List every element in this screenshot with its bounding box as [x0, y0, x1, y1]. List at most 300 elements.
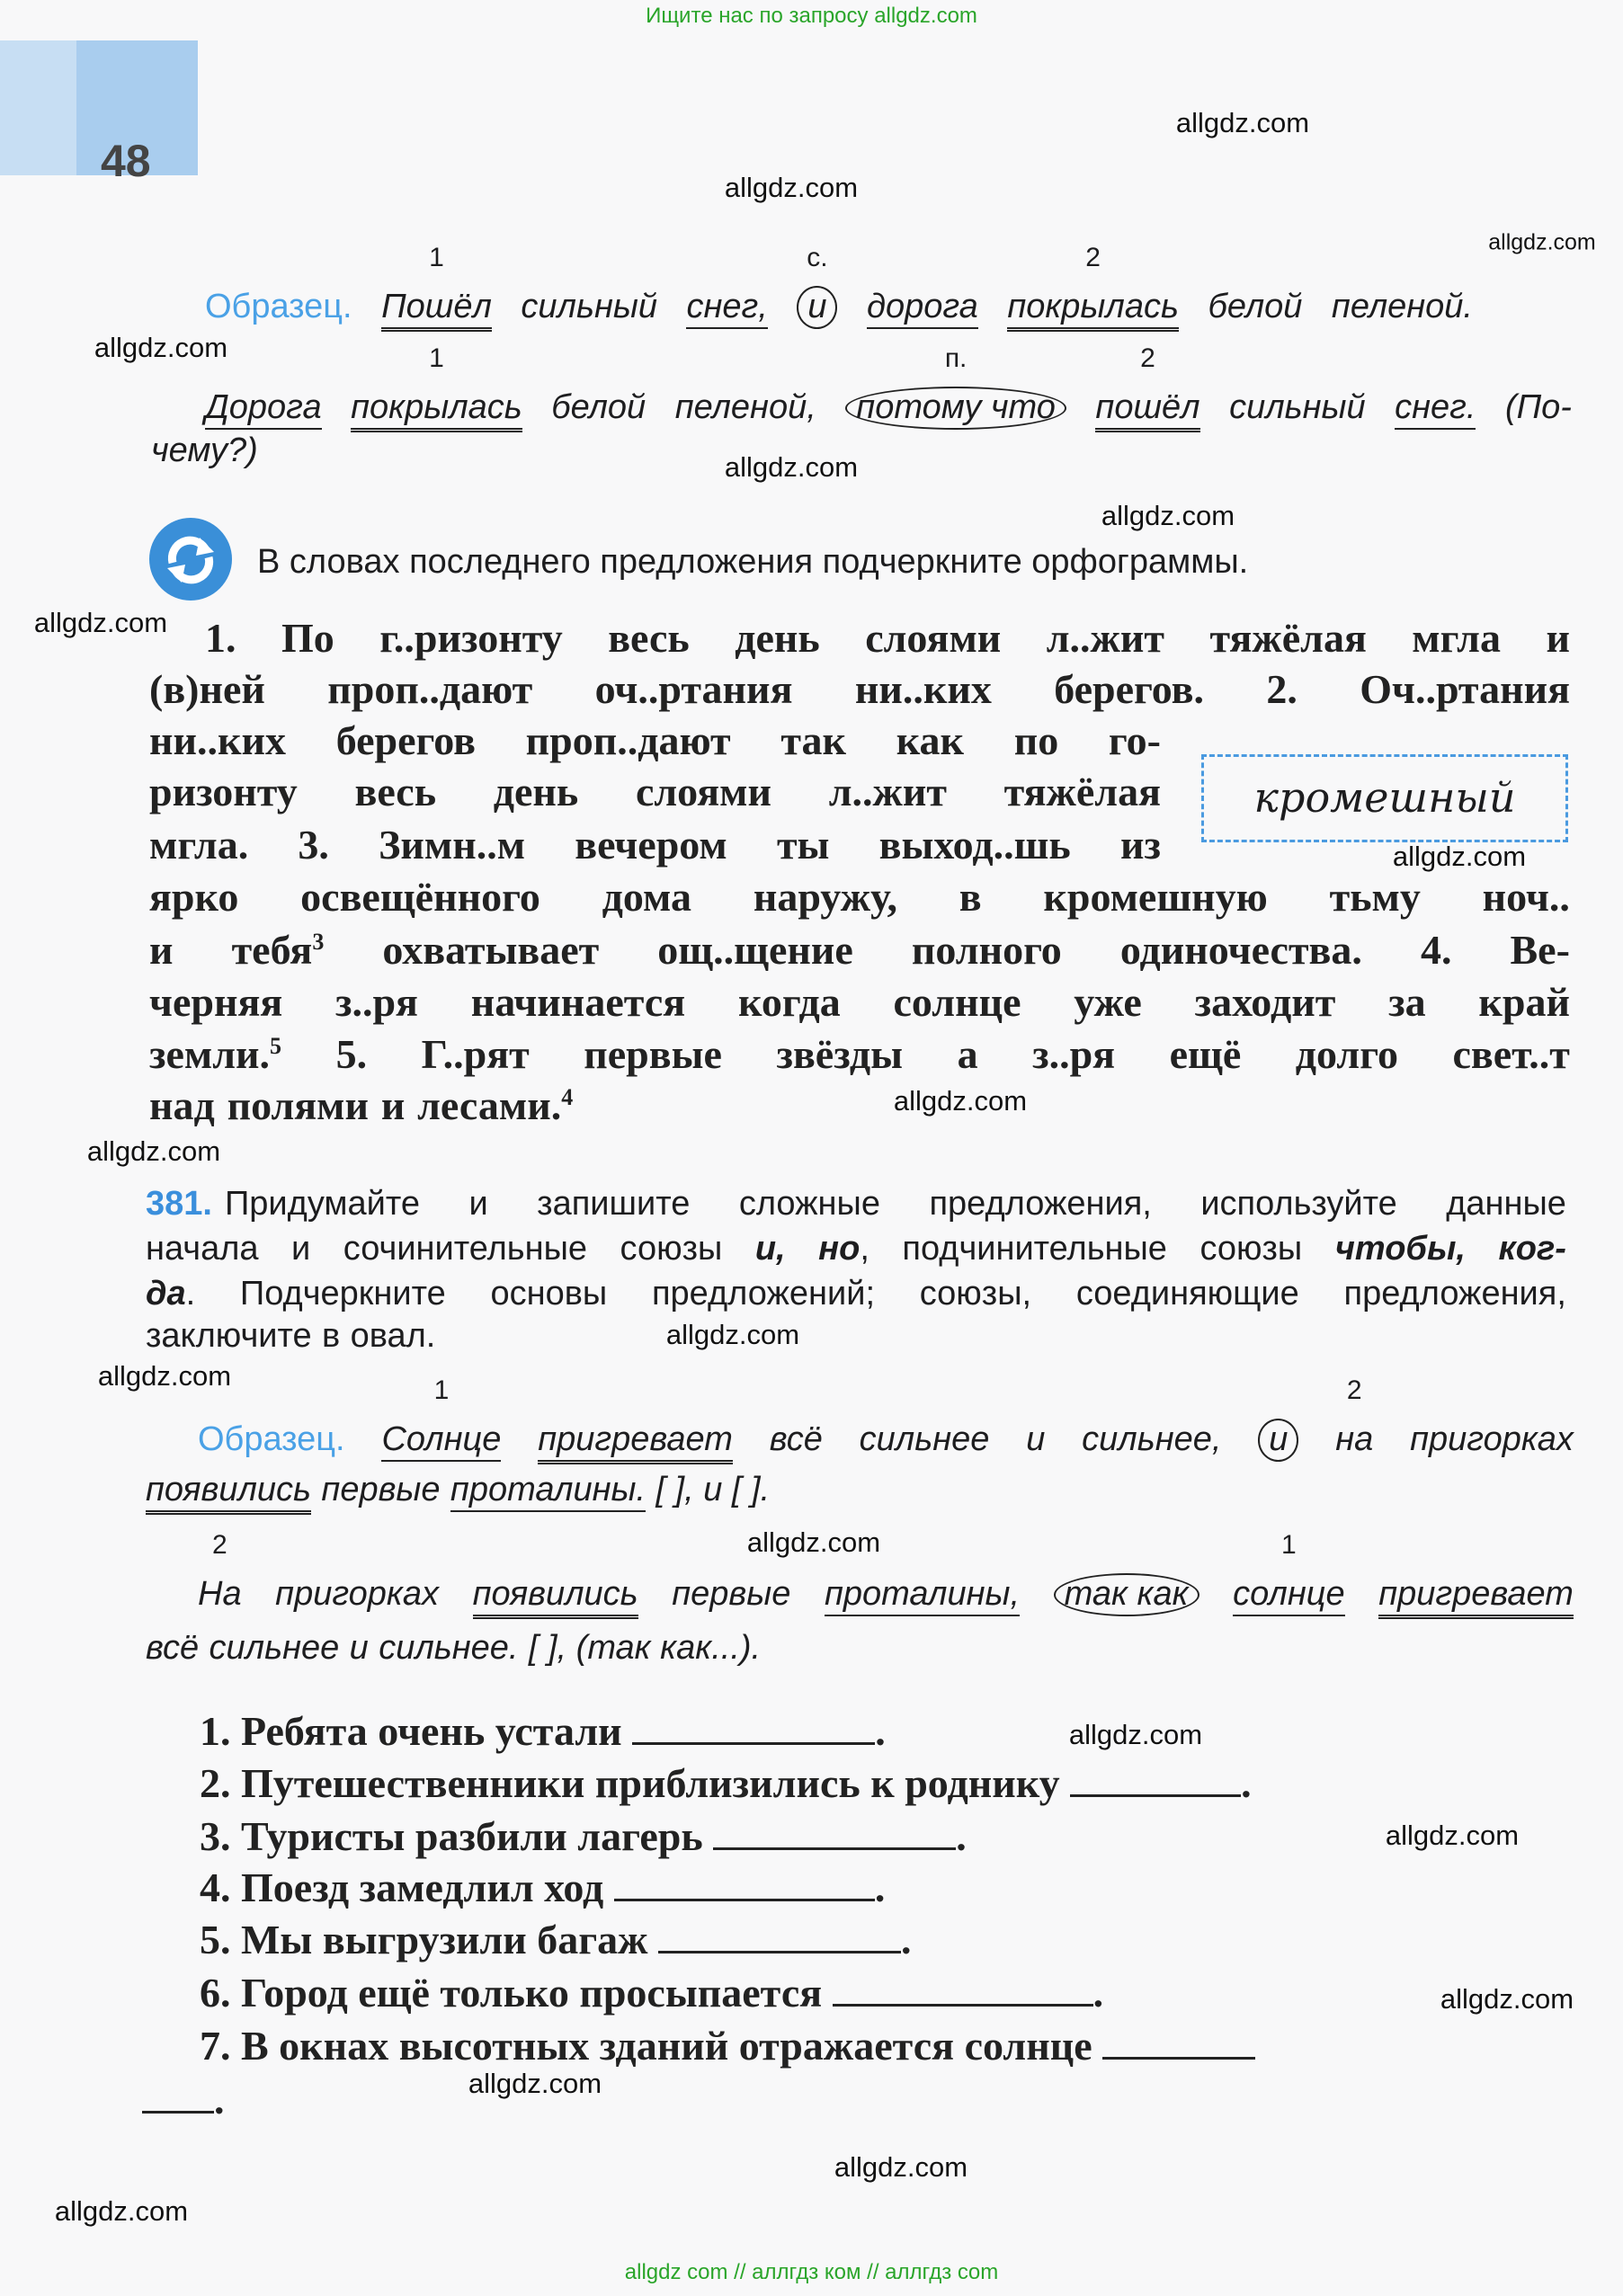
text-segment: тяжёлая: [1209, 615, 1367, 661]
watermark: allgdz.com: [33, 606, 168, 638]
text-segment: 4.: [1420, 927, 1452, 973]
watermark: allgdz.com: [468, 2067, 602, 2099]
watermark: allgdz.com: [1068, 1718, 1203, 1750]
word: [739, 1185, 880, 1224]
word: [1109, 717, 1161, 764]
word: [902, 1230, 1167, 1269]
vocabulary-word-box: [1201, 754, 1568, 842]
clause-number: п.: [944, 343, 968, 373]
watermark: allgdz.com: [86, 1135, 221, 1167]
text-segment: используйте: [1200, 1185, 1397, 1223]
word: [149, 769, 298, 815]
subject-word: Дорога: [205, 388, 322, 430]
word: [620, 1230, 723, 1269]
word: [205, 615, 236, 662]
watermark: allgdz.com: [1440, 1982, 1574, 2015]
text-segment: заходит: [1194, 979, 1336, 1025]
text-segment: предложений;: [651, 1275, 876, 1313]
text-segment: тьму: [1329, 874, 1421, 920]
word: [146, 1629, 199, 1669]
text-segment: ощ..щение: [657, 927, 853, 973]
clause-number: 1: [429, 343, 444, 373]
text-segment: весь: [354, 769, 437, 814]
word: [494, 769, 579, 815]
word: [529, 1629, 761, 1669]
word: [149, 1082, 215, 1129]
text-segment: да: [146, 1275, 186, 1313]
word: [1360, 666, 1570, 713]
exercise-line: [149, 1031, 1570, 1078]
word: [1170, 1031, 1242, 1078]
word: [1330, 874, 1421, 921]
sentence-item-2: 2. Путешественники приблизились к роднику .: [200, 1760, 1252, 1806]
text-segment: Ве-: [1510, 927, 1570, 973]
word: [322, 1317, 340, 1357]
item-text: 3. Туристы разбили лагерь: [200, 1813, 703, 1859]
answer-blank[interactable]: [632, 1710, 875, 1745]
word: [865, 615, 1001, 662]
subject-word: снег,: [686, 288, 767, 329]
text-segment: предложения,: [929, 1185, 1152, 1223]
text-segment: и: [149, 927, 174, 973]
text-segment: (в)ней: [149, 666, 265, 712]
exercise-381-line-1: [146, 1185, 1566, 1224]
text-segment: 1.: [205, 615, 236, 661]
word: [825, 1575, 1020, 1616]
word: [1095, 343, 1200, 432]
word: [1483, 874, 1570, 921]
word: [686, 288, 767, 329]
text-segment: проп..дают: [525, 717, 731, 763]
word: [146, 1317, 312, 1357]
item-text: 2. Путешественники приблизились к роднику: [200, 1760, 1060, 1806]
word: [958, 1031, 978, 1078]
sample1-line-1: [205, 243, 1473, 332]
subject-word: проталины,: [825, 1575, 1020, 1616]
exercise-line: [149, 717, 1161, 764]
text-segment: и,: [754, 1230, 786, 1268]
text-segment: когда: [737, 979, 841, 1025]
exercise-line: [149, 666, 1570, 713]
text-segment: освещённого: [300, 874, 540, 920]
text-segment: как: [896, 717, 965, 763]
text-segment: По: [281, 615, 334, 661]
word: [1388, 979, 1426, 1026]
footnote-mark: 3: [312, 928, 325, 955]
watermark: allgdz.com: [834, 2150, 968, 2183]
answer-blank[interactable]: [713, 1815, 956, 1850]
sample1-line-3: [151, 432, 258, 471]
exercise-line: [149, 927, 1570, 974]
text-segment: з..ря: [1032, 1031, 1116, 1077]
page-corner-decoration-light: [0, 40, 76, 175]
word: [1195, 979, 1336, 1026]
text-segment: сильнее: [209, 1629, 340, 1667]
predicate-word: появились: [473, 1575, 638, 1619]
word: [1505, 388, 1572, 428]
word: [1335, 1230, 1466, 1269]
task-instruction: В словах последнего предложения подчеркните орфограммы.: [257, 543, 1249, 581]
word: [1410, 1420, 1574, 1460]
watermark: allgdz.com: [1488, 229, 1596, 255]
search-banner[interactable]: Ищите нас по запросу allgdz.com: [646, 4, 977, 28]
text-segment: Оч..ртания: [1360, 666, 1570, 712]
text-segment: лесами.: [417, 1082, 562, 1128]
word: [351, 343, 522, 432]
word: [149, 822, 248, 868]
word: [608, 615, 690, 662]
subject-word: проталины.: [450, 1471, 646, 1512]
word: [521, 288, 657, 327]
sample-label: Образец.: [205, 288, 352, 325]
clause-number: 1: [1281, 1530, 1297, 1560]
word: [675, 388, 816, 428]
text-segment: первые: [321, 1471, 441, 1508]
word: [1546, 615, 1570, 662]
text-segment: из: [1119, 822, 1161, 868]
page-number: 48: [101, 136, 151, 186]
word: [146, 1471, 311, 1515]
word: [845, 343, 1066, 430]
text-segment: союзы: [620, 1230, 723, 1268]
footnote-mark: 5: [270, 1032, 282, 1059]
sample1-line-2: [205, 343, 1572, 432]
watermark: allgdz.com: [665, 1318, 800, 1350]
watermark: allgdz.com: [893, 1084, 1028, 1117]
text-segment: за: [1388, 979, 1426, 1025]
text-segment: мгла.: [149, 822, 249, 868]
word: [354, 769, 436, 815]
exercise-381-line-4: [146, 1317, 435, 1357]
text-segment: всё: [769, 1420, 823, 1458]
exercise-line: [149, 769, 1161, 815]
exercise-number: 381.: [146, 1185, 212, 1223]
watermark: allgdz.com: [1392, 840, 1527, 872]
word: [818, 1230, 869, 1269]
exercise-line: [205, 615, 1570, 662]
word: [379, 615, 563, 662]
word: [551, 388, 646, 428]
text-segment: данные: [1446, 1185, 1566, 1223]
text-segment: овал.: [350, 1317, 436, 1355]
exercise-381-line-2: [146, 1230, 1566, 1269]
word: [382, 927, 599, 974]
word: [149, 1031, 281, 1078]
word: [227, 1082, 369, 1129]
word: [149, 717, 286, 764]
text-segment: предложения,: [1343, 1275, 1566, 1313]
text-segment: и: [380, 1082, 406, 1128]
word: [1266, 666, 1298, 713]
text-segment: [ ], (так как...).: [528, 1629, 762, 1667]
word: [422, 1031, 530, 1078]
watermark: allgdz.com: [94, 331, 228, 363]
text-segment: звёзды: [776, 1031, 904, 1077]
text-segment: ког-: [1498, 1230, 1566, 1268]
conjunction-oval: и с.: [797, 286, 837, 329]
sentence-item-3: 3. Туристы разбили лагерь .: [200, 1813, 967, 1859]
text-segment: по: [1013, 717, 1059, 763]
word: [1004, 769, 1161, 815]
word: [855, 666, 992, 713]
text-segment: так: [780, 717, 847, 763]
watermark: allgdz.com: [724, 450, 859, 483]
text-segment: Зимн..м: [379, 822, 526, 868]
subject-word: снег.: [1395, 388, 1476, 430]
vocabulary-word: кромешный: [1253, 773, 1516, 822]
text-segment: и: [1026, 1420, 1046, 1458]
text-segment: мгла: [1412, 615, 1501, 661]
text-segment: ноч..: [1482, 874, 1570, 920]
word: [205, 388, 322, 430]
word: [595, 666, 793, 713]
predicate-word: пригревает: [538, 1420, 733, 1464]
word: [210, 1629, 340, 1669]
answer-blank[interactable]: [1070, 1762, 1241, 1797]
text-segment: 3.: [298, 822, 329, 868]
item-text: 1. Ребята очень устали: [200, 1708, 622, 1754]
word: [198, 1420, 345, 1460]
text-segment: в: [959, 874, 982, 920]
text-segment: кромешную: [1043, 874, 1268, 920]
word: [471, 979, 686, 1026]
text-segment: полного: [911, 927, 1062, 973]
text-segment: белой: [1208, 288, 1303, 325]
text-segment: берегов: [335, 717, 476, 763]
word: [149, 979, 282, 1026]
word: [146, 1230, 259, 1269]
word: [584, 1031, 722, 1078]
answer-blank[interactable]: [833, 1971, 1093, 2007]
text-segment: л..жит: [1046, 615, 1165, 661]
word: [240, 1275, 446, 1314]
text-segment: 2.: [1266, 666, 1298, 712]
answer-blank[interactable]: [142, 2078, 214, 2114]
watermark: allgdz.com: [746, 1526, 881, 1558]
word: [893, 979, 1021, 1026]
word: [575, 822, 727, 868]
text-segment: уже: [1074, 979, 1142, 1025]
word: [350, 1629, 369, 1669]
watermark: allgdz.com: [1385, 1819, 1520, 1851]
word: [335, 979, 418, 1026]
item-text: 4. Поезд замедлил ход: [200, 1864, 604, 1910]
text-segment: подчинительные: [902, 1230, 1167, 1268]
word: [225, 1185, 420, 1224]
word: [1335, 1375, 1374, 1460]
word: [1209, 615, 1366, 662]
word: [336, 717, 476, 764]
text-segment: и: [1546, 615, 1570, 661]
word: [672, 1575, 790, 1615]
word: [1421, 927, 1452, 974]
word: [780, 717, 846, 764]
word: [343, 1230, 587, 1269]
answer-blank[interactable]: [614, 1866, 875, 1901]
sentence-item-5: 5. Мы выгрузили багаж .: [200, 1917, 912, 1962]
text-segment: ризонту: [149, 769, 298, 814]
text-segment: и: [468, 1185, 488, 1223]
text-segment: наружу,: [753, 874, 897, 920]
sentence-item-6: 6. Город ещё только просыпается .: [200, 1970, 1104, 2016]
word: [149, 927, 174, 974]
text-segment: л..жит: [828, 769, 947, 814]
refresh-icon: [149, 518, 232, 601]
word: [1007, 243, 1179, 332]
text-segment: пригорках: [1410, 1420, 1574, 1458]
text-segment: пеленой,: [674, 388, 816, 426]
word: [379, 1629, 518, 1669]
word: [829, 769, 947, 815]
text-segment: слоями: [865, 615, 1002, 661]
text-segment: земли.: [149, 1031, 271, 1077]
word: [655, 1471, 770, 1510]
watermark: allgdz.com: [724, 171, 859, 203]
word: [1344, 1275, 1566, 1314]
text-segment: одиночества.: [1119, 927, 1362, 973]
answer-blank[interactable]: [658, 1918, 901, 1953]
word: [205, 288, 352, 327]
text-segment: (По-: [1504, 388, 1572, 426]
word: [879, 822, 1071, 868]
text-segment: край: [1478, 979, 1570, 1025]
sentence-item-1: 1. Ребята очень устали .: [200, 1708, 886, 1754]
word: [321, 1471, 440, 1510]
word: [1047, 615, 1164, 662]
word: [1498, 1230, 1565, 1269]
word: [1076, 1275, 1299, 1314]
footer-links[interactable]: allgdz com // аллгдз ком // аллгдз com: [624, 2260, 999, 2284]
text-segment: начала: [146, 1230, 259, 1268]
word: [776, 1031, 903, 1078]
text-segment: первые: [584, 1031, 722, 1077]
text-segment: ,: [860, 1230, 869, 1268]
clause-number: 2: [211, 1530, 227, 1560]
word: [379, 822, 525, 868]
conjunction-oval: и: [1258, 1419, 1298, 1462]
word: [450, 1471, 646, 1512]
word: [1229, 388, 1366, 428]
answer-blank[interactable]: [1102, 2025, 1255, 2060]
word: [738, 979, 841, 1026]
word: [1032, 1031, 1115, 1078]
word: [327, 666, 532, 713]
word: [754, 874, 897, 921]
word: [1120, 927, 1362, 974]
word: [1200, 1185, 1396, 1224]
text-segment: выход..шь: [878, 822, 1071, 868]
word: [1074, 979, 1142, 1026]
text-segment: оч..ртания: [594, 666, 793, 712]
text-segment: день: [493, 769, 579, 814]
text-segment: охватывает: [382, 927, 600, 973]
text-segment: вечером: [575, 822, 727, 868]
footnote-mark: 4: [561, 1083, 574, 1110]
text-segment: чему?): [151, 432, 258, 469]
exercise-line: [149, 979, 1570, 1026]
item-text: 6. Город ещё только просыпается: [200, 1970, 823, 2016]
word: [770, 1420, 823, 1460]
sentence-item-7: [200, 2023, 1255, 2069]
text-segment: день: [735, 615, 820, 661]
word: [1395, 388, 1476, 430]
text-segment: Г..рят: [421, 1031, 530, 1077]
word: [526, 717, 731, 764]
word: [381, 1082, 406, 1129]
text-segment: г..ризонту: [379, 615, 563, 661]
text-segment: 5.: [335, 1031, 368, 1077]
text-segment: черняя: [149, 979, 283, 1025]
text-segment: ни..ких: [149, 717, 287, 763]
predicate-word: появились: [146, 1471, 311, 1515]
word: [1026, 1420, 1045, 1460]
text-segment: и: [349, 1629, 369, 1667]
sample2-line-1: [198, 1375, 1574, 1464]
predicate-word: пригревает: [1378, 1575, 1574, 1619]
text-segment: .: [185, 1275, 196, 1313]
exercise-381-text: [225, 1185, 1566, 1224]
word: [1446, 1185, 1566, 1224]
word: [275, 1575, 439, 1615]
text-segment: тяжёлая: [1003, 769, 1161, 814]
word: [912, 927, 1062, 974]
text-segment: [ ], и [ ].: [655, 1471, 771, 1508]
word: [232, 927, 325, 974]
word: [920, 1275, 1031, 1314]
text-segment: з..ря: [334, 979, 418, 1025]
word: [198, 1530, 242, 1615]
word: [896, 717, 964, 764]
word: [959, 874, 982, 921]
text-segment: На 2: [198, 1530, 242, 1613]
text-segment: соединяющие: [1075, 1275, 1299, 1313]
word: [602, 874, 691, 921]
sample-label: Образец.: [198, 1420, 345, 1458]
item-text: 7. В окнах высотных зданий отражается солнце: [200, 2023, 1092, 2069]
clause-number: 1: [429, 243, 444, 272]
text-segment: сильнее.: [379, 1629, 519, 1667]
text-segment: го-: [1108, 717, 1161, 763]
text-segment: сочинительные: [343, 1230, 588, 1268]
text-segment: запишите: [537, 1185, 691, 1223]
word: [867, 288, 978, 329]
word: [1412, 615, 1501, 662]
predicate-word: покрылась 2: [1007, 288, 1179, 332]
text-segment: белой: [551, 388, 647, 426]
text-segment: а: [957, 1031, 978, 1077]
watermark: allgdz.com: [1101, 499, 1235, 531]
word: [1043, 874, 1267, 921]
word: [1378, 1575, 1574, 1619]
clause-number: 2: [1346, 1375, 1362, 1405]
word: [149, 874, 238, 921]
word: [468, 1185, 487, 1224]
exercise-line: [149, 874, 1570, 921]
word: [652, 1275, 875, 1314]
word: [735, 615, 820, 662]
exercise-381-line-3: [146, 1275, 1566, 1314]
conjunction-oval: так как: [1054, 1573, 1199, 1616]
text-segment: весь: [608, 615, 690, 661]
word: [1120, 822, 1161, 868]
word: [797, 243, 837, 329]
watermark: allgdz.com: [97, 1359, 232, 1392]
text-segment: союзы: [1199, 1230, 1303, 1268]
predicate-word: покрылась 1: [351, 388, 522, 432]
text-segment: первые: [672, 1575, 791, 1613]
word: [929, 1185, 1151, 1224]
word: [1233, 1530, 1345, 1616]
